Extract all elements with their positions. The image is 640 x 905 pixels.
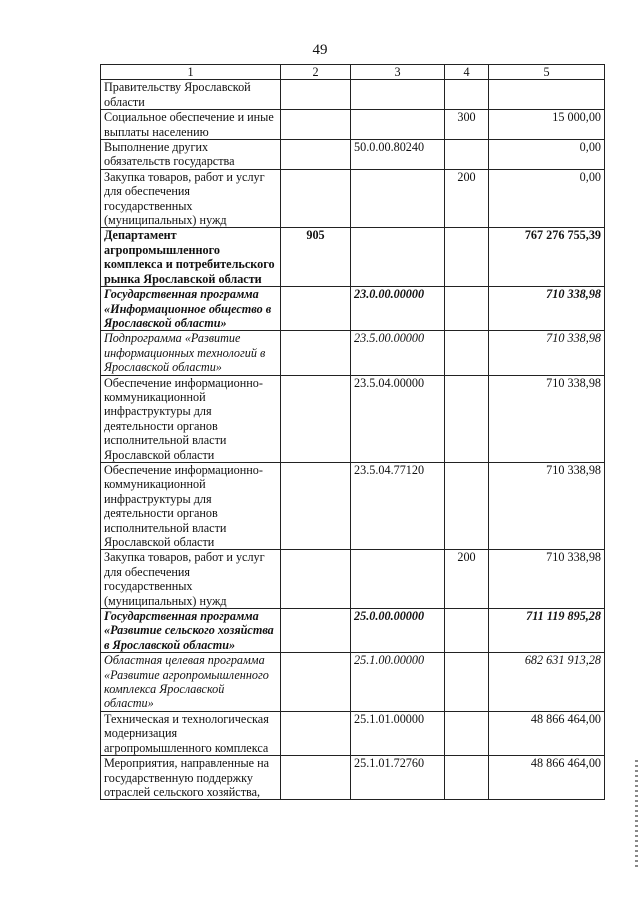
row-amount: 767 276 755,39 bbox=[489, 228, 605, 287]
row-kvr bbox=[445, 711, 489, 755]
row-kvr bbox=[445, 756, 489, 800]
row-kvr bbox=[445, 80, 489, 110]
row-amount: 710 338,98 bbox=[489, 550, 605, 609]
row-amount bbox=[489, 80, 605, 110]
row-dept bbox=[281, 550, 351, 609]
row-kvr: 200 bbox=[445, 169, 489, 228]
scan-edge-mark bbox=[635, 760, 638, 870]
table-row bbox=[101, 462, 605, 549]
row-amount: 15 000,00 bbox=[489, 110, 605, 140]
row-amount: 682 631 913,28 bbox=[489, 653, 605, 712]
table-row bbox=[101, 80, 605, 110]
row-code: 23.0.00.00000 bbox=[351, 287, 445, 331]
row-name: Государственная программа «Развитие сельского хозяйства в Ярославской области» bbox=[101, 609, 281, 653]
row-kvr bbox=[445, 331, 489, 375]
table-row bbox=[101, 110, 605, 140]
row-amount: 710 338,98 bbox=[489, 462, 605, 549]
row-name: Обеспечение информационно-коммуникационной инфраструктуры для деятельности органов исполнительной власти Ярославской области bbox=[101, 462, 281, 549]
row-code bbox=[351, 228, 445, 287]
row-name: Закупка товаров, работ и услуг для обеспечения государственных (муниципальных) нужд bbox=[101, 550, 281, 609]
row-amount: 0,00 bbox=[489, 169, 605, 228]
table-row bbox=[101, 228, 605, 287]
row-code: 23.5.04.77120 bbox=[351, 462, 445, 549]
table-row bbox=[101, 287, 605, 331]
table-row bbox=[101, 550, 605, 609]
row-amount: 0,00 bbox=[489, 140, 605, 170]
row-name: Правительству Ярославской области bbox=[101, 80, 281, 110]
budget-table bbox=[100, 64, 605, 800]
row-kvr bbox=[445, 375, 489, 462]
row-kvr bbox=[445, 228, 489, 287]
row-dept bbox=[281, 653, 351, 712]
row-name: Областная целевая программа «Развитие агропромышленного комплекса Ярославской области» bbox=[101, 653, 281, 712]
row-kvr bbox=[445, 140, 489, 170]
row-name: Департамент агропромышленного комплекса и потребительского рынка Ярославской области bbox=[101, 228, 281, 287]
row-code: 50.0.00.80240 bbox=[351, 140, 445, 170]
row-name: Социальное обеспечение и иные выплаты населению bbox=[101, 110, 281, 140]
row-dept bbox=[281, 140, 351, 170]
row-name: Техническая и технологическая модернизация агропромышленного комплекса bbox=[101, 711, 281, 755]
row-kvr bbox=[445, 653, 489, 712]
row-amount: 710 338,98 bbox=[489, 375, 605, 462]
table-header-row bbox=[101, 65, 605, 80]
row-dept bbox=[281, 110, 351, 140]
table-row bbox=[101, 331, 605, 375]
row-name: Обеспечение информационно-коммуникационной инфраструктуры для деятельности органов исполнительной власти Ярославской области bbox=[101, 375, 281, 462]
row-dept bbox=[281, 375, 351, 462]
row-kvr: 300 bbox=[445, 110, 489, 140]
row-dept: 905 bbox=[281, 228, 351, 287]
row-amount: 711 119 895,28 bbox=[489, 609, 605, 653]
row-code bbox=[351, 169, 445, 228]
row-amount: 710 338,98 bbox=[489, 287, 605, 331]
column-header: 2 bbox=[281, 65, 351, 80]
row-dept bbox=[281, 80, 351, 110]
row-amount: 48 866 464,00 bbox=[489, 711, 605, 755]
row-code: 23.5.04.00000 bbox=[351, 375, 445, 462]
table-row bbox=[101, 609, 605, 653]
row-kvr bbox=[445, 609, 489, 653]
row-code: 25.1.01.72760 bbox=[351, 756, 445, 800]
page-number: 49 bbox=[312, 42, 328, 58]
row-kvr bbox=[445, 287, 489, 331]
row-code: 25.1.00.00000 bbox=[351, 653, 445, 712]
row-kvr: 200 bbox=[445, 550, 489, 609]
table-row bbox=[101, 653, 605, 712]
row-name: Закупка товаров, работ и услуг для обеспечения государственных (муниципальных) нужд bbox=[101, 169, 281, 228]
row-name: Государственная программа «Информационное общество в Ярославской области» bbox=[101, 287, 281, 331]
row-kvr bbox=[445, 462, 489, 549]
table-row bbox=[101, 711, 605, 755]
row-code: 25.1.01.00000 bbox=[351, 711, 445, 755]
row-amount: 710 338,98 bbox=[489, 331, 605, 375]
row-code bbox=[351, 80, 445, 110]
row-dept bbox=[281, 711, 351, 755]
row-code bbox=[351, 110, 445, 140]
row-code: 25.0.00.00000 bbox=[351, 609, 445, 653]
row-name: Подпрограмма «Развитие информационных технологий в Ярославской области» bbox=[101, 331, 281, 375]
table-row bbox=[101, 169, 605, 228]
table-row bbox=[101, 140, 605, 170]
row-amount: 48 866 464,00 bbox=[489, 756, 605, 800]
row-dept bbox=[281, 462, 351, 549]
table-row bbox=[101, 756, 605, 800]
column-header: 5 bbox=[489, 65, 605, 80]
column-header: 4 bbox=[445, 65, 489, 80]
row-dept bbox=[281, 169, 351, 228]
row-name: Мероприятия, направленные на государственную поддержку отраслей сельского хозяйства, bbox=[101, 756, 281, 800]
row-dept bbox=[281, 609, 351, 653]
table-row bbox=[101, 375, 605, 462]
column-header: 1 bbox=[101, 65, 281, 80]
row-dept bbox=[281, 331, 351, 375]
column-header: 3 bbox=[351, 65, 445, 80]
row-code bbox=[351, 550, 445, 609]
row-code: 23.5.00.00000 bbox=[351, 331, 445, 375]
row-dept bbox=[281, 756, 351, 800]
row-dept bbox=[281, 287, 351, 331]
row-name: Выполнение других обязательств государства bbox=[101, 140, 281, 170]
